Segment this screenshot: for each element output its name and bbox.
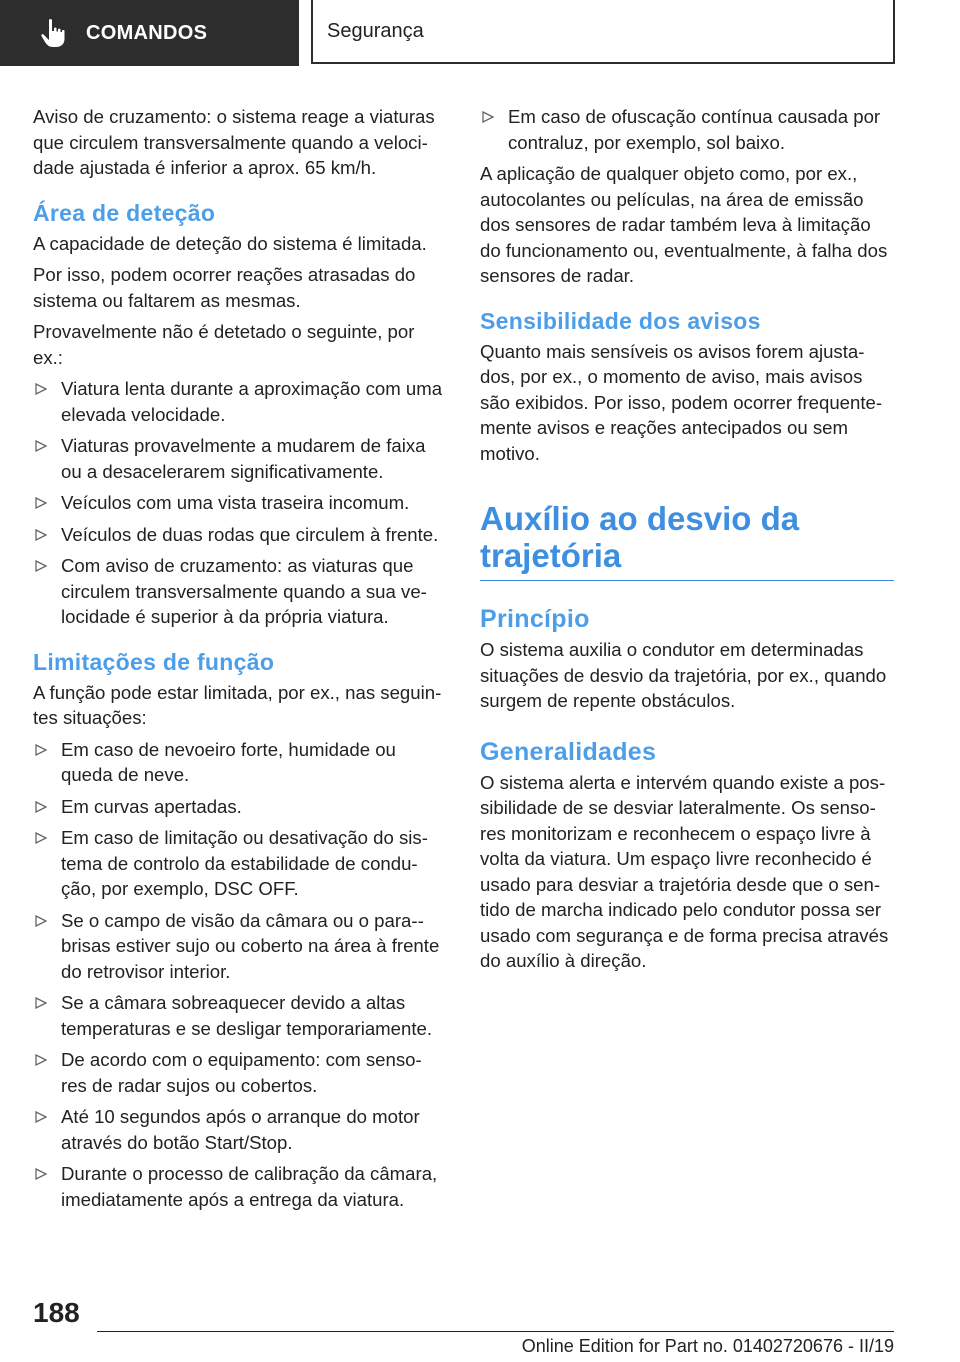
triangle-bullet-icon <box>35 1054 47 1066</box>
bullet-list-limits <box>33 737 447 1213</box>
triangle-bullet-icon <box>35 744 47 756</box>
list-item-text: Viatura lenta durante a aproximação com uma elevada velocidade. <box>61 378 443 425</box>
list-item-text: Se a câmara sobreaquecer devido a altas temperaturas e se desligar temporariamente. <box>61 992 433 1039</box>
footer-edition: Online Edition for Part no. 01402720676 - II/19 <box>521 1336 894 1356</box>
left-column <box>33 104 447 1218</box>
intro-paragraph: Aviso de cruzamento: o sistema reage a viaturas que circulem transversalmente quando a veloci-dade ajustada é inferior a aprox. 65 km/h. <box>33 106 435 178</box>
paragraph: O sistema alerta e intervém quando existe a pos-sibilidade de se desviar lateralmente. Os senso-res monitorizam e reconhecem o espaço livre à volta da viatura. Um espaço livre reconhecido é usado para desviar a trajetória desde que o sen-tido de marcha indicado pelo condutor possa ser usado com segurança e de forma precisa através do auxílio à direção. <box>480 771 889 971</box>
chapter-label: Segurança <box>327 19 424 42</box>
list-item-text: Veículos de duas rodas que circulem à frente. <box>61 523 439 545</box>
chapter-title: Auxílio ao desvio da trajetória <box>480 500 894 581</box>
triangle-bullet-icon <box>35 440 47 452</box>
triangle-bullet-icon <box>35 497 47 509</box>
paragraph: Por isso, podem ocorrer reações atrasadas do sistema ou faltarem as mesmas. <box>33 264 416 311</box>
triangle-bullet-icon <box>35 1168 47 1180</box>
triangle-bullet-icon <box>35 383 47 395</box>
list-item <box>33 825 447 902</box>
paragraph: A aplicação de qualquer objeto como, por ex., autocolantes ou películas, na área de emissão dos sensores de radar também leva à limitação do funcionamento ou, eventualmente, à falha dos sensores de radar. <box>480 163 888 286</box>
list-item <box>33 553 447 630</box>
list-item-text: Veículos com uma vista traseira incomum. <box>61 492 410 513</box>
triangle-bullet-icon <box>35 1111 47 1123</box>
triangle-bullet-icon <box>482 111 494 123</box>
page-number: 188 <box>33 1297 80 1328</box>
chapter-header <box>311 0 895 64</box>
hand-pointer-icon <box>40 18 68 48</box>
list-item <box>33 376 447 427</box>
list-item <box>33 737 447 788</box>
list-item <box>33 990 447 1041</box>
list-item <box>33 433 447 484</box>
section-heading-sensitivity: Sensibilidade dos avisos <box>480 307 761 334</box>
paragraph: A capacidade de deteção do sistema é limitada. <box>33 232 427 254</box>
triangle-bullet-icon <box>35 801 47 813</box>
triangle-bullet-icon <box>35 915 47 927</box>
list-item-text: Até 10 segundos após o arranque do motor através do botão Start/Stop. <box>61 1106 420 1153</box>
triangle-bullet-icon <box>35 529 47 541</box>
section-heading-general: Generalidades <box>480 737 657 766</box>
section-heading-limits: Limitações de função <box>33 648 275 675</box>
triangle-bullet-icon <box>35 560 47 572</box>
paragraph: A função pode estar limitada, por ex., nas seguin-tes situações: <box>33 681 442 728</box>
list-item <box>33 1104 447 1155</box>
list-item-text: De acordo com o equipamento: com senso-res de radar sujos ou cobertos. <box>61 1049 422 1096</box>
list-item-text: Se o campo de visão da câmara ou o para--brisas estiver sujo ou coberto na área à frente do retrovisor interior. <box>61 909 440 982</box>
list-item <box>33 1161 447 1212</box>
list-item <box>33 490 447 516</box>
list-item <box>33 794 447 820</box>
section-label: COMANDOS <box>86 21 208 44</box>
right-column <box>480 104 894 980</box>
section-tab <box>0 0 299 66</box>
triangle-bullet-icon <box>35 997 47 1009</box>
list-item <box>33 1047 447 1098</box>
list-item-text: Em curvas apertadas. <box>61 795 242 817</box>
bullet-list-limits-continued <box>480 104 894 155</box>
section-heading-area: Área de deteção <box>33 199 216 226</box>
list-item-text: Em caso de nevoeiro forte, humidade ou queda de neve. <box>61 738 396 785</box>
bullet-list-area <box>33 376 447 630</box>
paragraph: Quanto mais sensíveis os avisos forem ajusta-dos, por ex., o momento de aviso, mais avisos são exibidos. Por isso, podem ocorrer frequente-mente avisos e reações antecipados ou sem motivo. <box>480 340 883 464</box>
list-item-text: Com aviso de cruzamento: as viaturas que circulem transversalmente quando a sua ve-locidade é superior à da própria viatura. <box>61 555 427 627</box>
list-item <box>33 522 447 548</box>
list-item-text: Durante o processo de calibração da câmara, imediatamente após a entrega da viatura. <box>61 1163 438 1210</box>
list-item-text: Viaturas provavelmente a mudarem de faixa ou a desacelerarem significativamente. <box>61 435 426 482</box>
paragraph: Provavelmente não é detetado o seguinte, por ex.: <box>33 321 415 368</box>
section-heading-principle: Princípio <box>480 605 590 633</box>
list-item <box>33 908 447 985</box>
footer-divider <box>97 1331 894 1332</box>
triangle-bullet-icon <box>35 832 47 844</box>
paragraph: O sistema auxilia o condutor em determinadas situações de desvio da trajetória, por ex., quando surgem de repente obstáculos. <box>480 639 887 711</box>
list-item-text: Em caso de limitação ou desativação do sis-tema de controlo da estabilidade de condu-ção, por exemplo, DSC OFF. <box>61 827 428 899</box>
list-item-text: Em caso de ofuscação contínua causada por contraluz, por exemplo, sol baixo. <box>508 106 881 153</box>
list-item <box>480 104 894 155</box>
